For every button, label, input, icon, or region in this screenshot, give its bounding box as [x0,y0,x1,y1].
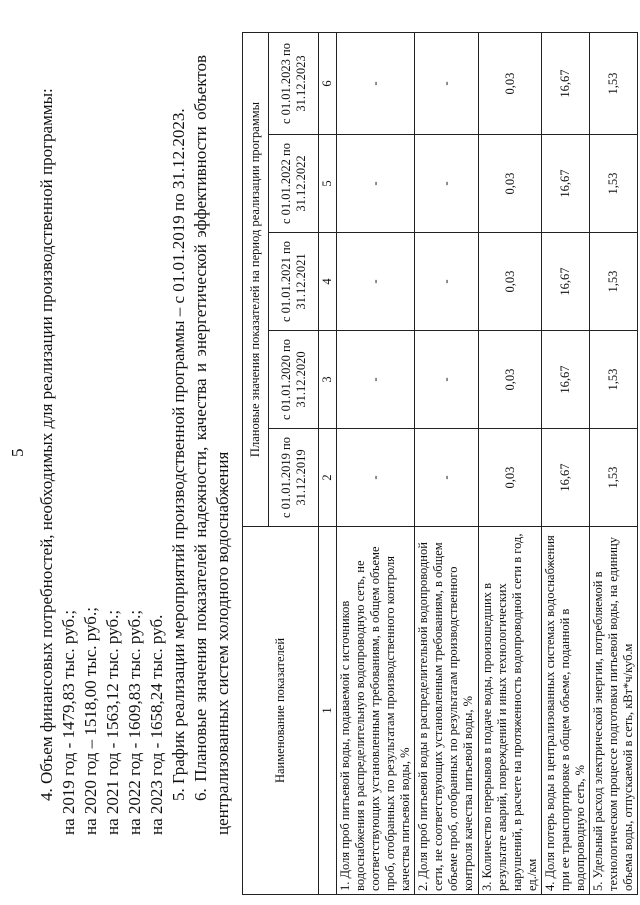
period-header-cell: с 01.01.2020 по 31.12.2020 [269,331,319,429]
indicator-value-cell: - [415,135,479,233]
indicator-name-cell: 4. Доля потерь воды в централизованных системах водоснабжения при ее транспортировке в общем объеме, поданной в водопроводную сеть, % [542,527,590,895]
col-name-header: Наименование показателей [243,527,319,895]
financing-line: на 2019 год - 1479,83 тыс. руб.; [59,609,78,835]
period-header-cell: с 01.01.2019 по 31.12.2019 [269,429,319,527]
col-number-cell: 3 [319,331,337,429]
indicator-value-cell: 1,53 [590,429,638,527]
period-header: Плановые значения показателей на период реализации программы [243,33,269,527]
table-row [479,33,542,895]
col-number-cell: 6 [319,33,337,135]
indicators-table [242,32,638,895]
table-row [542,33,590,895]
period-header-cell: с 01.01.2022 по 31.12.2022 [269,135,319,233]
indicator-value-cell: - [415,33,479,135]
document-text [36,55,234,835]
schedule-paragraph: 5. График реализации мероприятий производственной программы – с 01.01.2019 по 31.12.2023. [169,108,188,801]
indicator-value-cell: 0,03 [479,33,542,135]
indicator-value-cell: - [337,429,415,527]
indicator-value-cell: 0,03 [479,429,542,527]
indicator-value-cell: - [415,331,479,429]
indicator-value-cell: 0,03 [479,233,542,331]
page-number: 5 [8,448,27,457]
col-number-cell: 5 [319,135,337,233]
indicator-value-cell: 16,67 [542,429,590,527]
period-header-cell: с 01.01.2023 по 31.12.2023 [269,33,319,135]
indicator-value-cell: 1,53 [590,33,638,135]
indicator-value-cell: 1,53 [590,135,638,233]
indicator-name-cell: 3. Количество перерывов в подаче воды, произошедших в результате аварий, повреждений и иных технологических нарушений, в расчете на протяженность водопроводной сети в год, ед./км [479,527,542,895]
indicator-value-cell: - [337,331,415,429]
indicator-value-cell: - [415,429,479,527]
indicator-value-cell: 1,53 [590,233,638,331]
indicator-value-cell: 16,67 [542,233,590,331]
col-number-cell: 2 [319,429,337,527]
col-number-cell: 4 [319,233,337,331]
col-number-cell: 1 [319,527,337,895]
indicator-value-cell: 16,67 [542,135,590,233]
indicator-name-cell: 1. Доля проб питьевой воды, подаваемой с источников водоснабжения в распределительную водопроводную сеть, не соответствующих установленным требованиям, в общем объеме проб, отобранных по результатам производственного контроля качества питьевой воды, % [337,527,415,895]
indicator-value-cell: - [337,233,415,331]
indicators-heading: 6. Плановые значения показателей надежности, качества и энергетической эффективности объектов [191,55,210,801]
indicator-name-cell: 5. Удельный расход электрической энергии, потребляемой в технологическом процессе подготовки питьевой воды, на единицу объема воды, отпускаемой в сеть, кВт*ч/куб.м [590,527,638,895]
indicator-name-cell: 2. Доля проб питьевой воды в распределительной водопроводной сети, не соответствующих установленным требованиям, в общем объеме проб, отобранных по результатам производственного контроля качества питьевой воды, % [415,527,479,895]
financing-line: на 2023 год - 1658,24 тыс. руб. [147,614,166,835]
financing-line: на 2020 год – 1518,00 тыс. руб.; [81,607,100,835]
table-row [415,33,479,895]
financing-heading: 4. Объем финансовых потребностей, необходимых для реализации производственной программы: [37,88,56,801]
financing-line: на 2022 год - 1609,83 тыс. руб.; [125,609,144,835]
table-row [590,33,638,895]
indicator-value-cell: 0,03 [479,135,542,233]
period-header-cell: с 01.01.2021 по 31.12.2021 [269,233,319,331]
indicator-value-cell: 16,67 [542,331,590,429]
indicator-value-cell: - [415,233,479,331]
indicator-value-cell: - [337,33,415,135]
indicator-value-cell: 16,67 [542,33,590,135]
table-row [337,33,415,895]
indicator-value-cell: - [337,135,415,233]
indicators-heading-cont: централизованных систем холодного водоснабжения [213,451,232,835]
indicator-value-cell: 0,03 [479,331,542,429]
financing-line: на 2021 год - 1563,12 тыс. руб.; [103,609,122,835]
indicator-value-cell: 1,53 [590,331,638,429]
